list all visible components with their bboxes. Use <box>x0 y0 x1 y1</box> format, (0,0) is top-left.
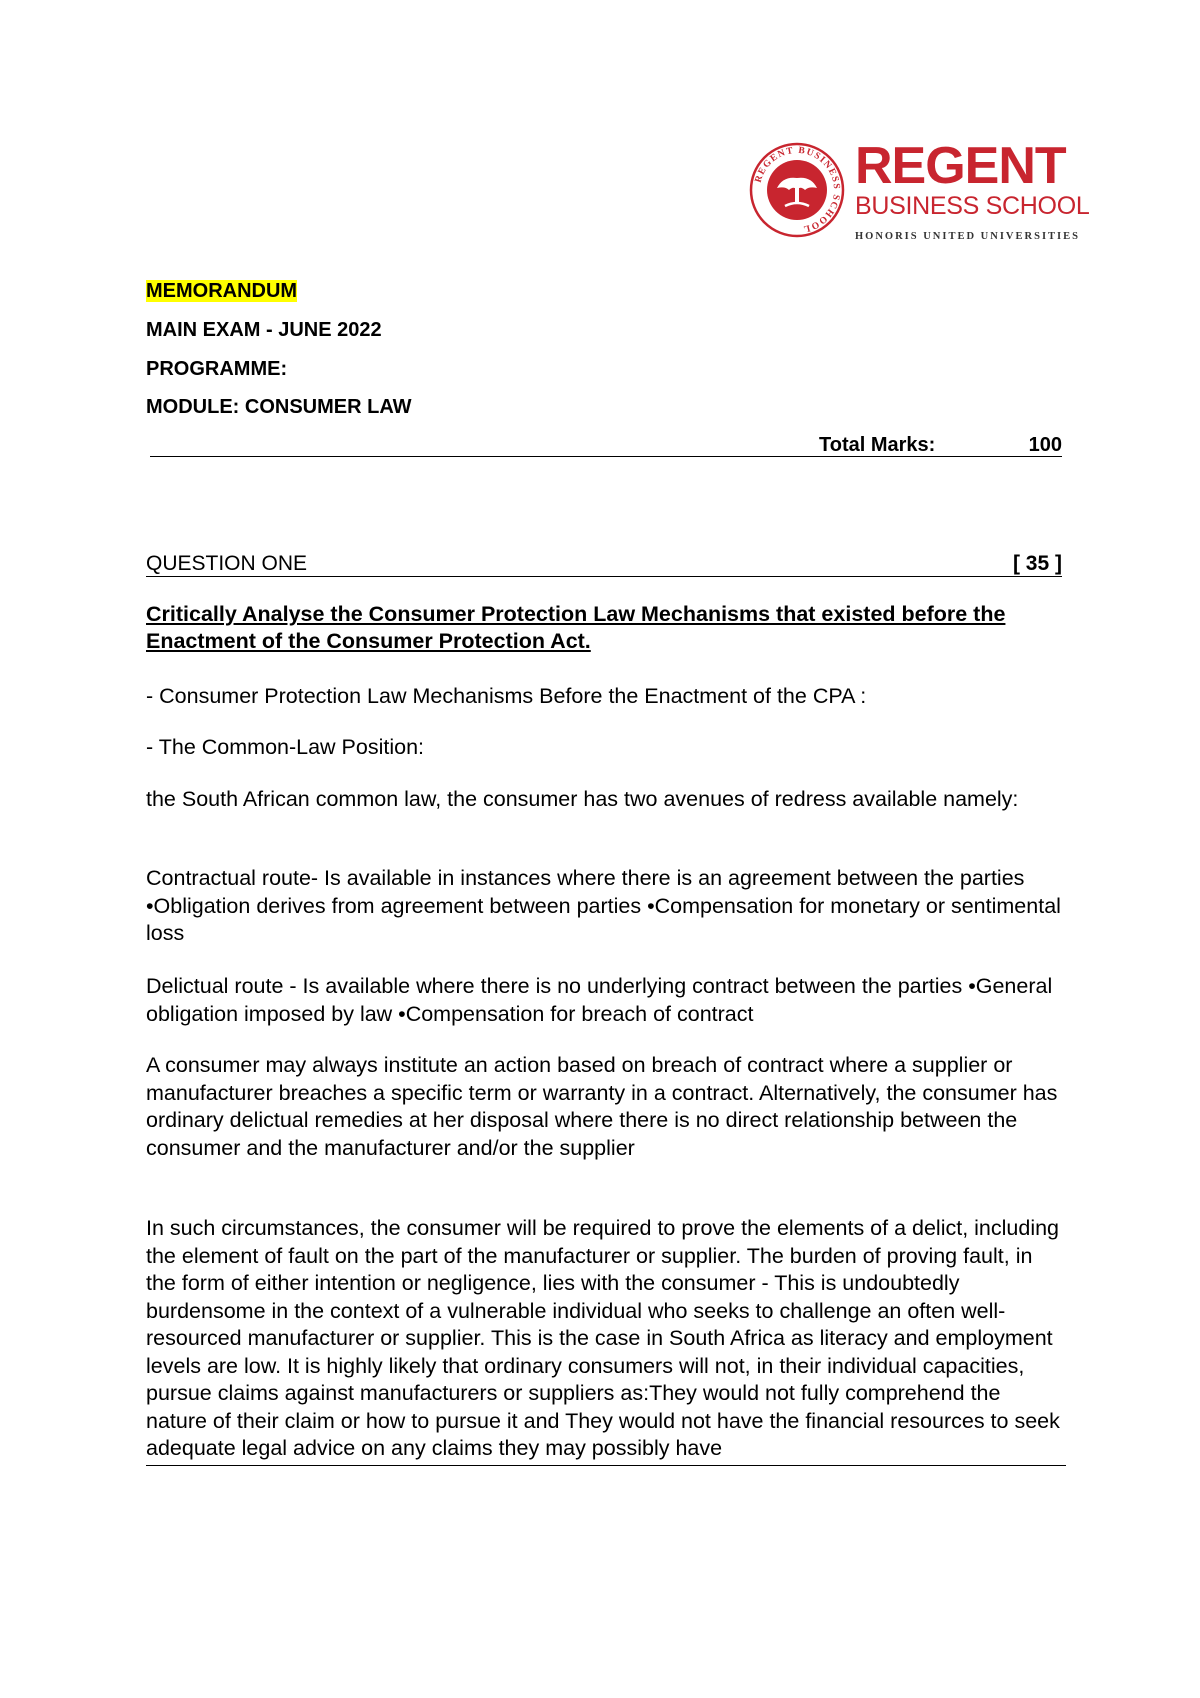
body-paragraph: Delictual route - Is available where there is no underlying contract between the parties •General obligation imposed by law •Compensation for breach of contract <box>146 974 1053 1026</box>
programme-label: PROGRAMME: <box>146 358 288 380</box>
logo-tagline: HONORIS UNITED UNIVERSITIES <box>855 231 1080 242</box>
logo-name: REGENT <box>855 137 1066 195</box>
question-title: QUESTION ONE <box>146 552 308 575</box>
body-paragraph: - Consumer Protection Law Mechanisms Before the Enactment of the CPA : <box>146 684 867 708</box>
regent-logo <box>749 137 1090 248</box>
total-marks-row <box>150 431 1062 457</box>
regent-wordmark <box>855 137 1090 244</box>
question-heading-row <box>146 549 1062 577</box>
memo-label: MEMORANDUM <box>146 280 298 302</box>
body-paragraph: Contractual route- Is available in instances where there is an agreement between the parties •Obligation derives from agreement between parties •Compensation for monetary or sentimental loss <box>146 866 1061 945</box>
question-instruction: Critically Analyse the Consumer Protection Law Mechanisms that existed before the Enactment of the Consumer Protection Act. <box>146 602 1006 653</box>
total-marks-value: 100 <box>1028 434 1062 456</box>
exam-title: MAIN EXAM - JUNE 2022 <box>146 319 382 341</box>
total-marks-label: Total Marks: <box>819 434 936 456</box>
seal-text: REGENT BUSINESS SCHOOL <box>753 145 842 234</box>
module-title: MODULE: CONSUMER LAW <box>146 396 412 418</box>
body-paragraph: the South African common law, the consumer has two avenues of redress available namely: <box>146 787 1019 811</box>
question-marks: [ 35 ] <box>1012 552 1062 575</box>
body-paragraph: - The Common-Law Position: <box>146 735 425 759</box>
body-paragraph: In such circumstances, the consumer will be required to prove the elements of a delict, including the element of fault on the part of the manufacturer or supplier. The burden of proving fault, in the form of either intention or negligence, lies with the consumer - This is undoubtedly burdensome in the context of a vulnerable individual who seeks to challenge an often well-resourced manufacturer or supplier. This is the case in South Africa as literacy and employment levels are low. It is highly likely that ordinary consumers will not, in their individual capacities, pursue claims against manufacturers or suppliers as:They would not fully comprehend the nature of their claim or how to pursue it and They would not have the financial resources to seek adequate legal advice on any claims they may possibly have <box>146 1215 1066 1466</box>
regent-seal-icon <box>749 142 845 238</box>
body-paragraph: A consumer may always institute an action based on breach of contract where a supplier or manufacturer breaches a specific term or warranty in a contract. Alternatively, the consumer has ordinary delictual remedies at her disposal where there is no direct relationship between the consumer and the manufacturer and/or the supplier <box>146 1053 1058 1160</box>
logo-subtitle: BUSINESS SCHOOL <box>855 192 1090 220</box>
memo-heading <box>146 279 297 303</box>
